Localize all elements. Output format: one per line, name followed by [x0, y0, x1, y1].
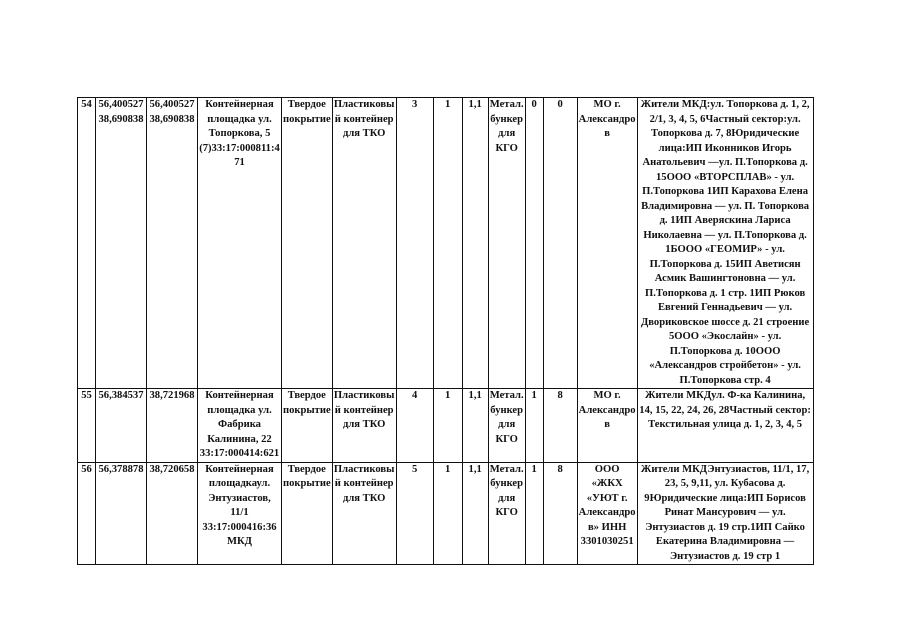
bin-count-cell: 0	[525, 98, 543, 389]
latitude-cell: 56,384537	[96, 389, 147, 463]
volume-cell: 1,1	[462, 389, 488, 463]
row-number: 56	[78, 462, 96, 565]
container-count-2-cell: 1	[433, 462, 462, 565]
longitude-cell: 38,721968	[147, 389, 198, 463]
bin-count-cell: 1	[525, 389, 543, 463]
bin-volume-cell: 8	[543, 389, 577, 463]
container-count-cell: 4	[396, 389, 433, 463]
bulky-waste-bin-cell: Метал. бункер для КГО	[488, 462, 525, 565]
bin-count-cell: 1	[525, 462, 543, 565]
address-cell: Контейнерная площадка ул. Фабрика Калинина, 22 33:17:000414:621	[198, 389, 282, 463]
row-number: 55	[78, 389, 96, 463]
table-row	[78, 98, 814, 389]
container-type-cell: Пластиковы й контейнер для ТКО	[332, 98, 396, 389]
volume-cell: 1,1	[462, 462, 488, 565]
table-row	[78, 462, 814, 565]
owner-cell: ООО «ЖКХ «УЮТ г. Александро в» ИНН 3301030251	[577, 462, 637, 565]
container-type-cell: Пластиковы й контейнер для ТКО	[332, 462, 396, 565]
latitude-cell: 56,378878	[96, 462, 147, 565]
container-type-cell: Пластиковы й контейнер для ТКО	[332, 389, 396, 463]
latitude-cell: 56,400527 38,690838	[96, 98, 147, 389]
cover-cell: Твердое покрытие	[282, 389, 333, 463]
longitude-cell: 56,400527 38,690838	[147, 98, 198, 389]
container-sites-table	[77, 97, 814, 565]
bin-volume-cell: 0	[543, 98, 577, 389]
bulky-waste-bin-cell: Метал. бункер для КГО	[488, 98, 525, 389]
container-count-2-cell: 1	[433, 98, 462, 389]
table-row	[78, 389, 814, 463]
cover-cell: Твердое покрытие	[282, 462, 333, 565]
row-number: 54	[78, 98, 96, 389]
container-count-2-cell: 1	[433, 389, 462, 463]
address-cell: Контейнерная площадка ул. Топоркова, 5 (7)33:17:000811:4 71	[198, 98, 282, 389]
waste-generators-cell: Жители МКДЭнтузиастов, 11/1, 17, 23, 5, 9,11, ул. Кубасова д. 9Юридические лица:ИП Борисов Ринат Мансурович — ул. Энтузиастов д. 19 стр.1ИП Сайко Екатерина Владимировна — Энтузиастов д. 19 стр 1	[637, 462, 813, 565]
owner-cell: МО г. Александро в	[577, 389, 637, 463]
address-cell: Контейнерная площадкаул. Энтузиастов, 11/1 33:17:000416:36 МКД	[198, 462, 282, 565]
cover-cell: Твердое покрытие	[282, 98, 333, 389]
container-count-cell: 5	[396, 462, 433, 565]
bulky-waste-bin-cell: Метал. бункер для КГО	[488, 389, 525, 463]
owner-cell: МО г. Александро в	[577, 98, 637, 389]
bin-volume-cell: 8	[543, 462, 577, 565]
container-count-cell: 3	[396, 98, 433, 389]
volume-cell: 1,1	[462, 98, 488, 389]
waste-generators-cell: Жители МКДул. Ф-ка Калинина, 14, 15, 22, 24, 26, 28Частный сектор: Текстильная улица д. 1, 2, 3, 4, 5	[637, 389, 813, 463]
waste-generators-cell: Жители МКД:ул. Топоркова д. 1, 2, 2/1, 3, 4, 5, 6Частный сектор:ул. Топоркова д. 7, 8Юридические лица:ИП Иконников Игорь Анатольевич —ул. П.Топоркова д. 15ООО «ВТОРСПЛАВ» - ул. П.Топоркова 1ИП Карахова Елена Владимировна — ул. П. Топоркова д. 1ИП Аверяскина Лариса Николаевна — ул. П.Топоркова д. 1БООО «ГЕОМИР» - ул. П.Топоркова д. 15ИП Аветисян Асмик Вашингтоновна — ул. П.Топоркова д. 1 стр. 1ИП Рюков Евгений Геннадьевич — ул. Двориковское шоссе д. 21 строение 5ООО «Экослайн» - ул. П.Топоркова д. 10ООО «Александров стройбетон» - ул. П.Топоркова стр. 4	[637, 98, 813, 389]
longitude-cell: 38,720658	[147, 462, 198, 565]
